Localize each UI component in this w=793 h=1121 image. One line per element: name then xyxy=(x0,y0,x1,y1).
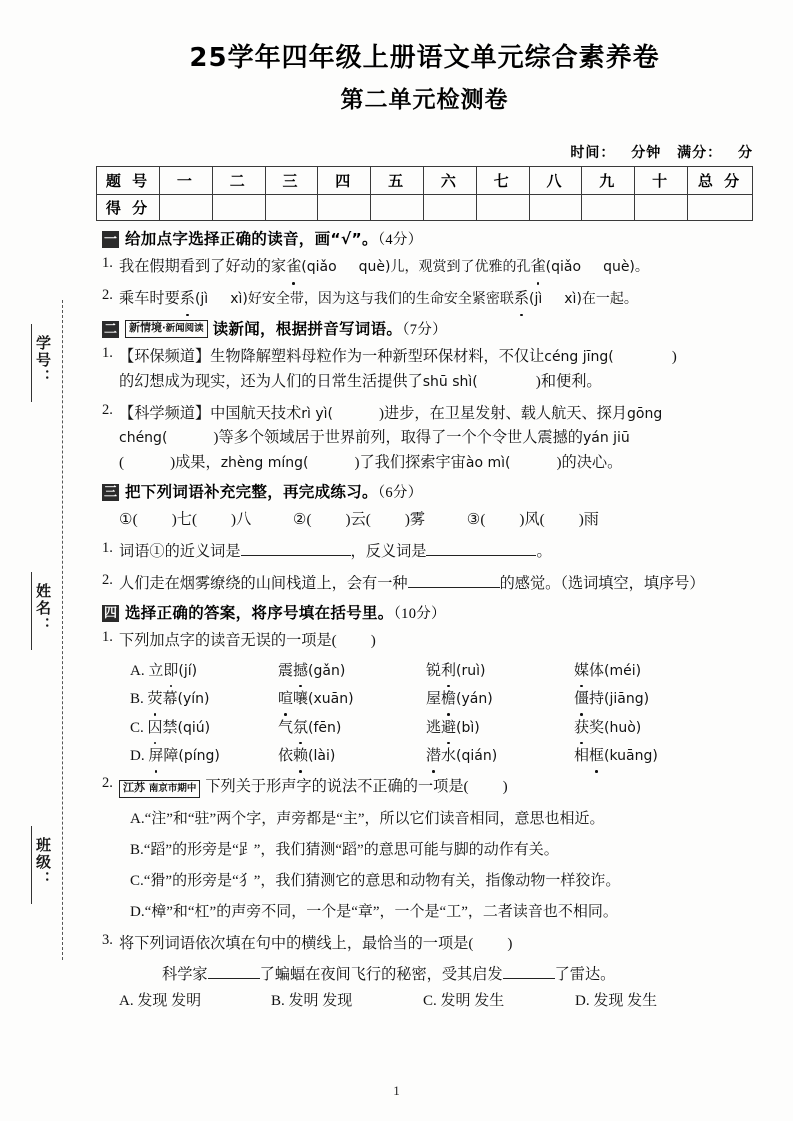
section-title-2-text: 读新闻，根据拼音写词语。 xyxy=(212,319,403,338)
option-c-q2[interactable]: C.“猾”的形旁是“犭”，我们猜测它的意思和动物有关，指像动物一样狡诈。 xyxy=(130,873,621,890)
word-part: 体 xyxy=(589,662,605,679)
idiom-1: ①( )七( )八 xyxy=(119,511,252,529)
idiom-char: 云 xyxy=(350,511,366,529)
question-text xyxy=(119,287,754,312)
idiom-2: ②( )云( )雾 xyxy=(292,511,426,529)
idiom-char: 七 xyxy=(176,511,192,529)
pinyin-prompt: chéng( xyxy=(119,430,168,447)
idiom-3: ③( )风( )雨 xyxy=(466,511,599,529)
word-part: 震 xyxy=(278,662,294,679)
word-part: 屋 xyxy=(426,691,442,708)
word-part: 障 xyxy=(163,748,179,765)
question-text xyxy=(119,572,754,597)
section-title-1-text: 给加点字选择正确的读音，画“√”。 xyxy=(125,229,378,248)
score-col-6: 六 xyxy=(423,167,476,195)
pinyin-option-c[interactable]: (qiǎo xyxy=(545,259,582,275)
word-part: 水 xyxy=(441,748,457,765)
option-row-c xyxy=(102,717,754,740)
q-part: )等多个领域居于世界前列，取得了一个个令世人震撼的 xyxy=(213,429,583,447)
question-continuation: ( )成果，zhèng míng( )了我们探索宇宙ào mì( )的决心。 xyxy=(119,453,623,471)
option-a[interactable] xyxy=(130,660,278,683)
option-b[interactable] xyxy=(130,688,278,711)
question-2-2 xyxy=(102,402,754,476)
pinyin: (bì) xyxy=(456,719,480,736)
pinyin: (huò) xyxy=(604,719,642,736)
section-title-4 xyxy=(125,606,446,622)
score-col-10: 十 xyxy=(635,167,688,195)
word-part: 嚷 xyxy=(293,691,309,708)
pinyin: (fēn) xyxy=(308,719,342,736)
idiom-marker: ③ xyxy=(466,511,481,529)
option-c-item3[interactable] xyxy=(426,717,574,740)
option-a-item3[interactable] xyxy=(426,660,574,683)
pinyin-option-b[interactable]: què)儿，观赏到了优雅的孔 xyxy=(358,259,531,275)
answer-blank[interactable] xyxy=(426,555,536,556)
channel-label: 【环保频道】 xyxy=(119,348,211,366)
q-part: ) xyxy=(370,632,376,650)
emphasis-char: 赖 xyxy=(293,745,308,768)
pinyin: (lài) xyxy=(308,748,336,765)
score-entry-3[interactable] xyxy=(265,195,318,221)
question-4-2 xyxy=(102,775,754,800)
q-part: ) xyxy=(502,777,508,795)
q-part: 我在假期看到了好动的家 xyxy=(119,258,287,275)
emphasis-char: 檐 xyxy=(441,688,456,711)
q-part: )进步，在卫星发射、载人航天、探月 xyxy=(378,404,628,422)
score-entry-10[interactable] xyxy=(635,195,688,221)
emphasis-char: 框 xyxy=(589,745,604,768)
q-part: 。 xyxy=(536,543,552,560)
question-number: 1. xyxy=(102,540,113,556)
question-2-1 xyxy=(102,345,754,394)
score-col-total: 总 分 xyxy=(688,167,753,195)
pinyin-option-c[interactable]: (jì xyxy=(529,290,543,307)
idiom-char: 风 xyxy=(524,511,540,529)
pinyin-prompt: ào mì( xyxy=(465,454,511,471)
score-col-3: 三 xyxy=(265,167,318,195)
word-part: 气 xyxy=(278,719,294,736)
scenario-tag-main: 新情境 xyxy=(129,321,162,335)
option-a-q2[interactable]: A.“注”和“驻”两个字，声旁都是“主”，所以它们读音相同，意思也相近。 xyxy=(130,810,605,827)
idiom-char: 雨 xyxy=(583,511,599,529)
time-unit: 分钟 xyxy=(631,145,662,161)
q-part: 了蝙蝠在夜间飞行的秘密，受其启发 xyxy=(259,966,503,984)
option-label: D. xyxy=(130,748,145,765)
option-a-item2[interactable] xyxy=(278,660,426,683)
emphasis-char: 避 xyxy=(441,717,456,740)
pinyin-option-b[interactable]: xì)好安全带，因为这与我们的生命安全紧密联 xyxy=(230,290,514,307)
emphasis-char: 雀 xyxy=(286,255,301,280)
option-label: B. xyxy=(130,691,144,708)
score-col-4: 四 xyxy=(318,167,371,195)
score-entry-8[interactable] xyxy=(529,195,582,221)
q-part: 的幻想成为现实，还为人们的日常生活提供了 xyxy=(119,372,423,390)
question-1-2 xyxy=(102,287,754,312)
page-number: 1 xyxy=(393,1083,400,1098)
q-part: 将下列词语依次填在句中的横线上，最恰当的一项是( xyxy=(119,934,474,952)
time-label: 时间： xyxy=(570,145,616,161)
q-part: 下列关于形声字的说法不正确的一项是( xyxy=(205,777,469,795)
choice-d[interactable]: D. 发现 发生 xyxy=(575,992,658,1009)
page-title: 25学年四年级上册语文单元综合素养卷 xyxy=(189,43,660,73)
score-col-8: 八 xyxy=(529,167,582,195)
section-header-1 xyxy=(102,231,754,248)
pinyin: (jiāng) xyxy=(604,691,650,708)
word-part: 禁 xyxy=(162,719,178,736)
q-part: 下列加点字的读音无误的一项是( xyxy=(119,632,337,650)
class-field[interactable] xyxy=(10,820,54,904)
exam-content xyxy=(102,222,754,1009)
q-part: )成果， xyxy=(170,453,221,471)
score-table-entry-row xyxy=(97,195,753,221)
score-entry-6[interactable] xyxy=(423,195,476,221)
scenario-tag-sub: ·新闻阅读 xyxy=(162,323,204,335)
q-part: 科学家 xyxy=(162,966,208,984)
question-number: 2. xyxy=(102,774,113,791)
question-number: 3. xyxy=(102,931,113,948)
pinyin: (jí) xyxy=(178,662,198,679)
region-tag-main: 江苏 xyxy=(123,780,145,794)
option-d-q2[interactable]: D.“樟”和“杠”的声旁不同，一个是“章”，一个是“工”，二者读音也不相同。 xyxy=(130,904,618,921)
word-part: 幕 xyxy=(162,691,178,708)
question-text xyxy=(119,540,754,565)
emphasis-char: 囚 xyxy=(148,717,163,740)
idiom-char: 八 xyxy=(236,511,252,529)
q-part: 的感觉。（选词填空，填序号） xyxy=(499,574,705,592)
idiom-fill-row xyxy=(102,508,754,533)
emphasis-char: 喧 xyxy=(278,688,293,711)
emphasis-char: 荧 xyxy=(148,688,163,711)
q-part: )和便利。 xyxy=(535,372,602,390)
q-part: 中国航天技术 xyxy=(210,404,302,422)
question-3-1 xyxy=(102,540,754,565)
emphasis-char: 氛 xyxy=(293,717,308,740)
q-part: )了我们探索宇宙 xyxy=(354,453,466,471)
option-d-item2[interactable] xyxy=(278,745,426,768)
pinyin-option-d[interactable]: xì)在一起。 xyxy=(564,290,638,307)
idiom-marker: ② xyxy=(292,511,307,529)
section-title-3-text: 把下列词语补充完整，再完成练习。 xyxy=(125,483,378,502)
pinyin-option-a[interactable]: (jì xyxy=(194,290,209,307)
word-part: 依 xyxy=(278,748,294,765)
student-name-rule xyxy=(31,572,33,650)
score-entry-9[interactable] xyxy=(582,195,635,221)
section-title-4-text: 选择正确的答案，将序号填在括号里。 xyxy=(125,604,394,622)
score-table-row-label-1: 题 号 xyxy=(97,167,160,195)
score-entry-7[interactable] xyxy=(476,195,529,221)
pinyin: (méi) xyxy=(604,662,642,679)
emphasis-char: 媒 xyxy=(574,660,589,683)
section-points-1: （4分） xyxy=(377,231,423,248)
question-4-1 xyxy=(102,629,754,654)
emphasis-char: 雀 xyxy=(530,255,545,280)
choice-c[interactable]: C. 发明 发生 xyxy=(423,992,505,1009)
option-b-item2[interactable] xyxy=(278,688,426,711)
option-b-q2[interactable]: B.“蹈”的形旁是“𧾷”，我们猜测“蹈”的意思可能与脚的动作有关。 xyxy=(130,841,559,858)
pinyin: (yín) xyxy=(177,691,210,708)
section-title-2 xyxy=(212,319,447,338)
emphasis-char: 屏 xyxy=(148,745,163,768)
option-c[interactable] xyxy=(130,717,278,740)
score-col-1: 一 xyxy=(160,167,213,195)
question-text: 【环保频道】生物降解塑料母粒作为一种新型环保材料，不仅让céng jīng( ) 的幻想成为现实，还为人们的日常生活提供了shū shì( )和便利。 xyxy=(119,345,754,394)
pinyin: (píng) xyxy=(178,748,220,765)
word-part: 奖 xyxy=(589,719,605,736)
option-b-item4[interactable] xyxy=(574,688,722,711)
question-number: 1. xyxy=(102,345,113,362)
section-badge-4: 四 xyxy=(103,606,117,622)
question-number: 2. xyxy=(102,401,113,418)
score-entry-1[interactable] xyxy=(160,195,213,221)
question-number: 2. xyxy=(102,571,113,588)
option-label: A. xyxy=(130,662,145,679)
section-header-4 xyxy=(102,605,754,622)
question-4-3 xyxy=(102,932,754,957)
pinyin-prompt: shū shì( xyxy=(422,373,478,390)
pinyin-prompt: rì yì( xyxy=(301,405,333,422)
class-label: 班级： xyxy=(34,836,52,888)
question-continuation xyxy=(119,370,754,395)
score-entry-4[interactable] xyxy=(318,195,371,221)
page-title-block xyxy=(96,42,753,114)
fullscore-label: 满分： xyxy=(677,145,723,161)
student-name-label: 姓名： xyxy=(34,582,52,634)
question-3-2 xyxy=(102,572,754,597)
option-row-b xyxy=(102,688,754,711)
score-table-header-row xyxy=(97,167,753,195)
pinyin-prompt: céng jīng( xyxy=(544,349,614,366)
word-part: 立 xyxy=(148,662,164,679)
emphasis-char: 利 xyxy=(441,660,456,683)
pinyin: (ruì) xyxy=(456,662,486,679)
exam-meta xyxy=(560,142,753,162)
section-title-3 xyxy=(125,485,423,501)
question-text xyxy=(119,629,754,654)
idiom-char: 雾 xyxy=(409,511,426,529)
answer-blank[interactable] xyxy=(408,587,500,588)
scenario-tag xyxy=(125,320,208,338)
section-header-3 xyxy=(102,484,754,501)
pinyin-prompt: zhèng míng( xyxy=(220,454,309,471)
option-c-item4[interactable] xyxy=(574,717,722,740)
question-text xyxy=(119,402,754,476)
page-subtitle: 第二单元检测卷 xyxy=(340,86,509,113)
option-row-d xyxy=(102,745,754,768)
emphasis-char: 潜 xyxy=(426,745,441,768)
option-d[interactable] xyxy=(130,745,278,768)
section-points-2: （7分） xyxy=(402,321,447,338)
q-part: 了雷达。 xyxy=(554,966,616,984)
channel-label: 【科学频道】 xyxy=(119,404,211,422)
question-continuation xyxy=(119,426,754,451)
option-label: C. xyxy=(130,719,144,736)
choice-b[interactable]: B. 发明 发现 xyxy=(271,992,353,1009)
fullscore-unit: 分 xyxy=(738,145,753,161)
option-a-item4[interactable] xyxy=(574,660,722,683)
word-part: 持 xyxy=(589,691,605,708)
region-tag-sub: 南京市期中 xyxy=(148,782,197,794)
q-part: ) xyxy=(507,934,513,952)
q-part: 乘车时要 xyxy=(119,289,180,307)
answer-blank[interactable] xyxy=(208,978,260,979)
margin-info-strip xyxy=(0,0,96,1121)
pinyin: (yán) xyxy=(456,691,493,708)
option-b-item3[interactable] xyxy=(426,688,574,711)
option-row-a xyxy=(102,660,754,683)
section-title-1 xyxy=(125,229,423,248)
question-text xyxy=(119,932,754,957)
emphasis-char: 系 xyxy=(180,287,195,312)
answer-blank[interactable] xyxy=(241,555,351,556)
score-entry-2[interactable] xyxy=(212,195,265,221)
question-number: 1. xyxy=(102,255,113,271)
q-part: 生物降解塑料母粒作为一种新型环保材料，不仅让 xyxy=(210,348,545,366)
emphasis-char: 僵 xyxy=(574,688,589,711)
student-name-field[interactable] xyxy=(10,566,54,650)
region-tag xyxy=(119,780,200,798)
score-table-row-label-2: 得 分 xyxy=(97,195,160,221)
choice-a[interactable]: A. 发现 发明 xyxy=(119,992,202,1009)
q-part: 词语①的近义词是 xyxy=(119,543,241,560)
score-col-5: 五 xyxy=(371,167,424,195)
score-col-2: 二 xyxy=(212,167,265,195)
section-header-2 xyxy=(102,320,754,338)
section-points-4: （10分） xyxy=(393,606,446,622)
emphasis-char: 即 xyxy=(163,660,178,683)
pinyin-prompt: gōng xyxy=(627,405,663,422)
pinyin: (kuāng) xyxy=(604,748,658,765)
pinyin-option-a[interactable]: (qiǎo xyxy=(301,259,337,275)
pinyin-option-d[interactable]: què)。 xyxy=(603,259,649,275)
emphasis-char: 撼 xyxy=(293,660,308,683)
q-part: 人们走在烟雾缭绕的山间栈道上，会有一种 xyxy=(119,574,408,592)
section-badge-2: 二 xyxy=(103,321,117,337)
option-d-item3[interactable] xyxy=(426,745,574,768)
pinyin: (qián) xyxy=(456,748,498,765)
question-number: 2. xyxy=(102,286,113,303)
section-badge-3: 三 xyxy=(103,485,117,501)
question-4-3-choices xyxy=(102,994,754,1009)
student-id-field[interactable] xyxy=(10,318,54,402)
option-c-item2[interactable] xyxy=(278,717,426,740)
question-1-1 xyxy=(102,255,754,280)
score-entry-total[interactable] xyxy=(688,195,753,221)
section-points-3: （6分） xyxy=(377,485,423,502)
score-table xyxy=(96,166,753,221)
question-number: 1. xyxy=(102,629,113,646)
pinyin: (xuān) xyxy=(308,691,354,708)
pinyin: (gǎn) xyxy=(308,662,346,679)
word-part: 逃 xyxy=(426,719,442,736)
q-part: ，反义词是 xyxy=(350,543,427,560)
word-part: 相 xyxy=(574,748,590,765)
section-badge-1: 一 xyxy=(103,232,117,247)
student-id-rule xyxy=(31,324,33,402)
question-text xyxy=(119,775,754,800)
question-4-3-sentence xyxy=(102,963,754,988)
idiom-marker: ① xyxy=(119,511,133,529)
score-entry-5[interactable] xyxy=(371,195,424,221)
q-part: )的决心。 xyxy=(556,453,623,471)
pinyin-prompt: yán jiū xyxy=(582,430,630,447)
emphasis-char: 系 xyxy=(514,287,529,312)
question-text xyxy=(119,255,754,280)
option-d-item4[interactable] xyxy=(574,745,722,768)
score-col-7: 七 xyxy=(476,167,529,195)
pinyin: (qiú) xyxy=(177,719,211,736)
emphasis-char: 获 xyxy=(574,717,589,740)
class-rule xyxy=(31,826,33,904)
student-id-label: 学号： xyxy=(34,334,52,386)
answer-blank[interactable] xyxy=(503,978,555,979)
word-part: 锐 xyxy=(426,662,442,679)
tear-off-dashed-line xyxy=(62,300,63,960)
score-col-9: 九 xyxy=(582,167,635,195)
